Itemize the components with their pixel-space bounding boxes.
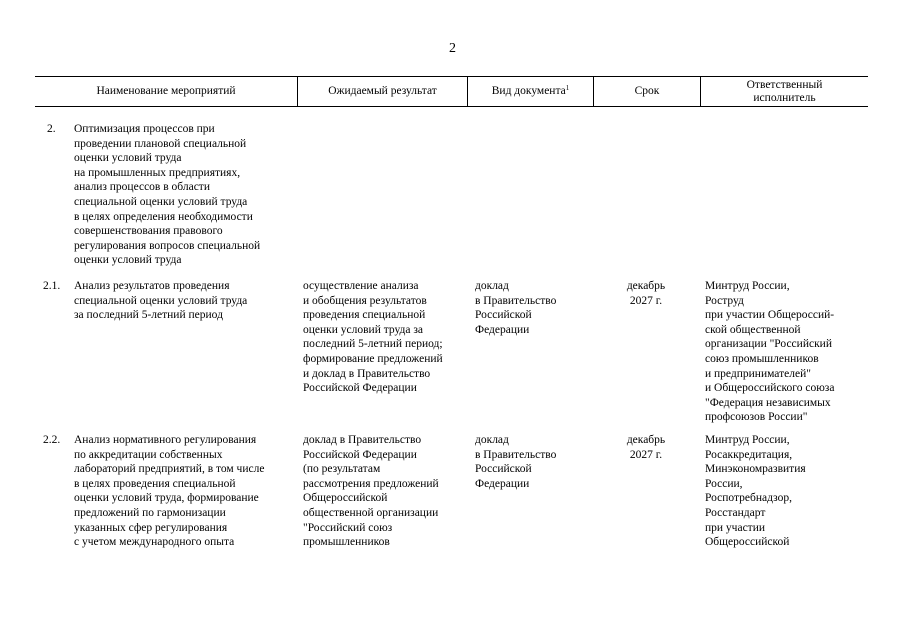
text-line: указанных сфер регулирования (74, 521, 228, 534)
text-line: Минтруд России, (705, 434, 790, 446)
text-line: союз промышленников (705, 352, 819, 365)
text-line: в целях проведения специальной (74, 477, 236, 490)
text-line: проведения специальной (303, 309, 426, 322)
text-line: по аккредитации собственных (74, 448, 223, 461)
text-line: (по результатам (303, 463, 381, 476)
text-line: России, (705, 477, 743, 490)
text-line: и предпринимателей" (705, 367, 811, 380)
row-result (303, 433, 439, 550)
row-name (74, 279, 247, 323)
row-number: 2.2. (43, 434, 61, 446)
header-result-column: Ожидаемый результат (328, 85, 437, 97)
text-line: Оптимизация процессов при (74, 123, 215, 135)
text-line: Российской Федерации (303, 382, 417, 395)
text-line: оценки условий труда (74, 152, 182, 165)
page-number: 2 (449, 41, 456, 56)
header-document-column: Вид документа$^1$ (491, 84, 570, 97)
row-document-type (475, 433, 556, 491)
text-line: специальной оценки условий труда (74, 195, 248, 208)
text-line: осуществление анализа (303, 280, 419, 292)
text-line: доклад (475, 434, 509, 446)
text-line: Федерации (475, 477, 530, 490)
text-line: Российской (475, 309, 532, 322)
text-line: оценки условий труда за (303, 323, 424, 336)
text-line: Анализ результатов проведения (74, 280, 230, 292)
text-line: промышленников (303, 536, 390, 549)
header-responsible-column: Ответственный исполнитель (746, 78, 823, 104)
text-line: на промышленных предприятиях, (74, 166, 241, 179)
text-line: Общероссийской (303, 492, 388, 505)
text-line: регулирования вопросов специальной (74, 239, 261, 252)
text-line: доклад (475, 280, 509, 292)
text-line: рассмотрения предложений (303, 477, 439, 490)
text-line: лабораторий предприятий, в том числе (74, 463, 265, 476)
text-line: декабрь (626, 434, 666, 446)
text-line: за последний 5-летний период (74, 309, 223, 322)
text-line: Росстандарт (705, 506, 766, 519)
row-term (606, 433, 686, 462)
text-line: предложений по гармонизации (74, 506, 226, 519)
text-line: формирование предложений (303, 352, 443, 365)
text-line: анализ процессов в области (74, 181, 210, 194)
text-line: в целях определения необходимости (74, 210, 253, 223)
text-line: Минэкономразвития (705, 463, 806, 476)
text-line: Роструд (705, 294, 744, 307)
row-name (74, 433, 264, 550)
row-document-type (475, 279, 556, 337)
text-line: Российской Федерации (303, 448, 417, 461)
text-line: при участии (705, 521, 766, 534)
text-line: и Общероссийского союза (705, 382, 835, 395)
row-responsible (705, 433, 806, 550)
text-line: Росаккредитация, (705, 448, 793, 461)
text-line: последний 5-летний период; (303, 338, 443, 351)
row-name (74, 122, 260, 268)
text-line: в Правительство (475, 448, 557, 461)
text-line: Общероссийской (705, 536, 790, 549)
text-line: профсоюзов России" (705, 411, 808, 424)
row-responsible (705, 279, 834, 425)
text-line: проведении плановой специальной (74, 137, 247, 150)
text-line: ской общественной (705, 323, 801, 336)
footnote-mark: 1 (565, 84, 570, 92)
text-line: организации "Российский (705, 338, 832, 351)
row-result (303, 279, 443, 396)
text-line: Анализ нормативного регулирования (74, 434, 257, 446)
text-line: совершенствования правового (74, 225, 223, 238)
text-line: "Федерация независимых (705, 396, 831, 409)
text-line: общественной организации (303, 506, 439, 519)
text-line: 2027 г. (629, 448, 663, 461)
text-line: с учетом международного опыта (74, 536, 235, 549)
text-line: Минтруд России, (705, 280, 790, 292)
text-line: и доклад в Правительство (303, 367, 431, 380)
text-line: при участии Общероссий- (705, 309, 835, 322)
text-line: декабрь (626, 280, 666, 292)
row-term (606, 279, 686, 308)
text-line: "Российский союз (303, 521, 393, 534)
text-line: Российской (475, 463, 532, 476)
text-line: специальной оценки условий труда (74, 294, 248, 307)
text-line: в Правительство (475, 294, 557, 307)
text-line: Роспотребнадзор, (705, 492, 792, 505)
header-name-column: Наименование мероприятий (96, 85, 236, 97)
header-term-column: Срок (634, 85, 660, 97)
text-line: оценки условий труда (74, 254, 182, 267)
text-line: Федерации (475, 323, 530, 336)
text-line: оценки условий труда, формирование (74, 492, 259, 505)
text-line: и обобщения результатов (303, 294, 427, 307)
row-number: 2.1. (43, 280, 61, 292)
text-line: доклад в Правительство (303, 434, 422, 446)
row-number: 2. (47, 123, 56, 135)
text-line: 2027 г. (629, 294, 663, 307)
